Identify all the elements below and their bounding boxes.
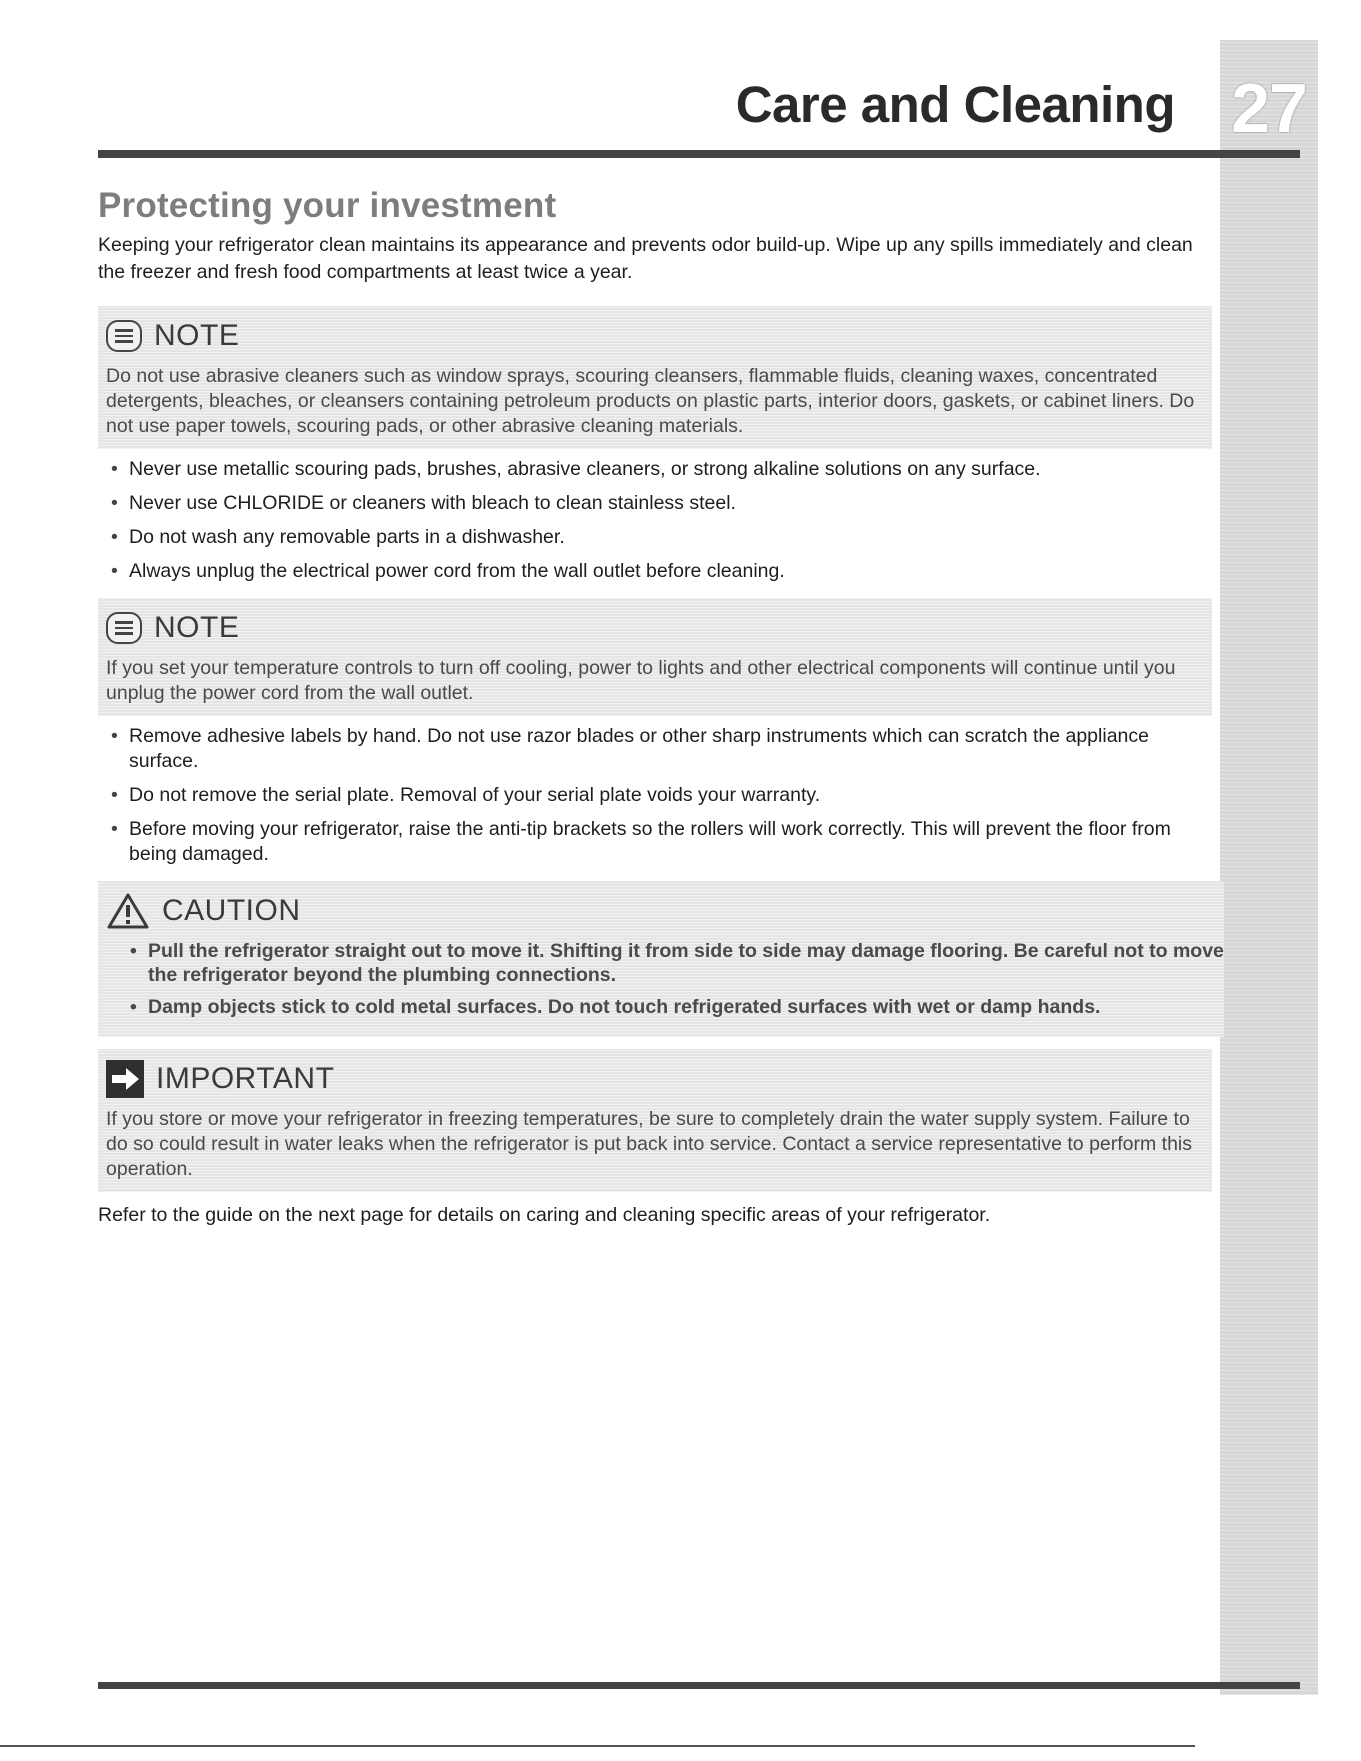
page-number: 27 [1231,69,1307,147]
note-text: If you set your temperature controls to turn off cooling, power to lights and other electrical components will continue until you unplug the power cord from the wall outlet. [106,657,1176,704]
closing-paragraph: Refer to the guide on the next page for details on caring and cleaning specific areas of your refrigerator. [98,1204,991,1226]
caution-item: • Damp objects stick to cold metal surfaces. Do not touch refrigerated surfaces with wet or damp hands. [106,995,1224,1019]
caution-list [106,939,1224,1019]
caution-title: CAUTION [162,894,301,927]
list-item: • Remove adhesive labels by hand. Do not use razor blades or other sharp instruments which can scratch the appliance surface. [98,724,1216,774]
warning-triangle-icon [106,892,150,930]
note-title: NOTE [154,319,240,352]
header-rule [98,150,1300,158]
note-callout-1 [98,306,1212,449]
main-content [98,186,1224,1249]
bullet-list-1 [98,457,1216,584]
page-title: Care and Cleaning [735,76,1175,133]
list-item: • Do not wash any removable parts in a dishwasher. [98,525,1216,550]
note-header [106,316,1202,356]
note-text: Do not use abrasive cleaners such as window sprays, scouring cleansers, flammable fluids, cleaning waxes, concentrated detergents, bleaches, or cleansers containing petroleum products on plastic parts, interior doors, gaskets, or cabinet liners. Do not use paper towels, scouring pads, or other abrasive cleaning materials. [106,365,1195,437]
important-title: IMPORTANT [156,1062,335,1095]
list-item: • Always unplug the electrical power cord from the wall outlet before cleaning. [98,559,1216,584]
note-title: NOTE [154,611,240,644]
caution-header [106,891,1224,931]
section-heading: Protecting your investment [98,186,557,225]
list-item: • Never use metallic scouring pads, brushes, abrasive cleaners, or strong alkaline solutions on any surface. [98,457,1216,482]
note-icon [106,320,142,352]
list-item: • Before moving your refrigerator, raise the anti-tip brackets so the rollers will work correctly. This will prevent the floor from being damaged. [98,817,1216,867]
list-item: • Never use CHLORIDE or cleaners with bleach to clean stainless steel. [98,491,1216,516]
footer-rule [98,1682,1300,1689]
intro-paragraph: Keeping your refrigerator clean maintains its appearance and prevents odor build-up. Wipe up any spills immediately and clean the freezer and fresh food compartments at least twice a year. [98,234,1193,283]
note-header [106,608,1202,648]
note-callout-2 [98,598,1212,716]
note-icon [106,612,142,644]
footer-line [0,1745,1195,1747]
important-header [106,1059,1202,1099]
caution-callout [98,881,1224,1037]
arrow-right-icon [106,1060,144,1098]
important-text: If you store or move your refrigerator in freezing temperatures, be sure to completely drain the water supply system. Failure to do so could result in water leaks when the refrigerator is put back into service. Contact a service representative to perform this operation. [106,1108,1193,1180]
list-item: • Do not remove the serial plate. Removal of your serial plate voids your warranty. [98,783,1216,808]
caution-item: • Pull the refrigerator straight out to move it. Shifting it from side to side may damage flooring. Be careful not to move the refrigerator beyond the plumbing connections. [106,939,1224,987]
important-callout [98,1049,1212,1192]
side-tab-strip [1220,40,1318,1695]
bullet-list-2 [98,724,1216,867]
